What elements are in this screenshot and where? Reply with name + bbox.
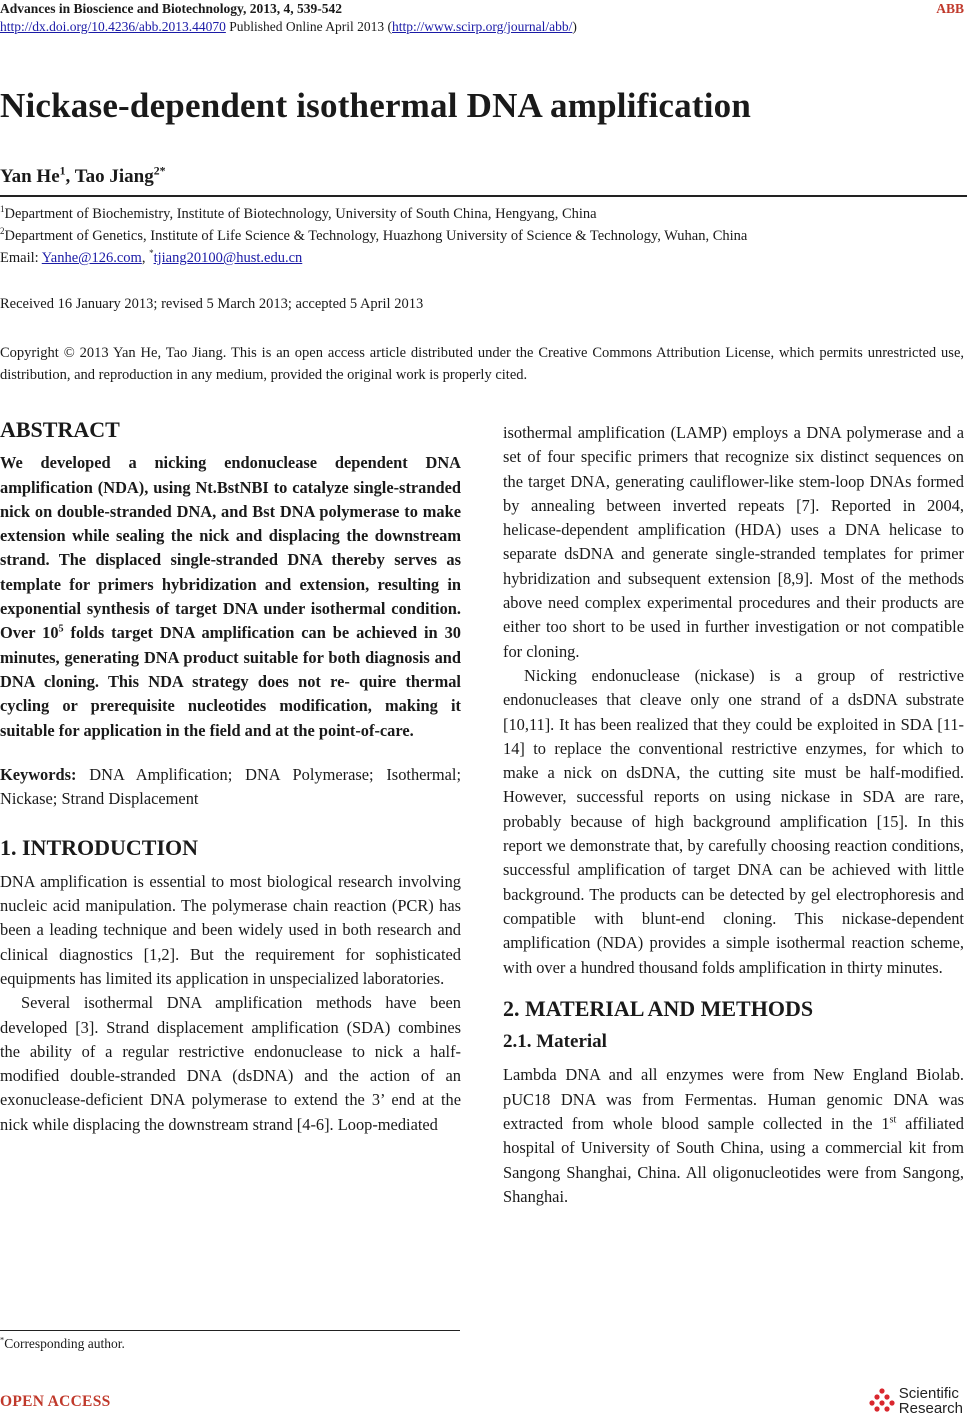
- article-title: Nickase-dependent isothermal DNA amplification: [0, 86, 751, 125]
- footnote-text: Corresponding author.: [4, 1336, 125, 1351]
- paragraph: isothermal amplification (LAMP) employs a DNA polymerase and a set of four specific primers that recognize six distinct sequences on the target DNA, generating cauliflower-like stem-loop DNAs formed by annealing between inverted repeats [7]. Reported in 2004, helicase-dependent amplification (HDA) uses a DNA helicase to separate dsDNA and generate single-stranded templates for primer hybridization and subsequent extension [8,9]. Most of the methods above need complex experimental procedures and their products are either too short to be used in further investigation or not compatible for cloning.: [503, 423, 964, 661]
- subsection-heading: 2.1. Material: [503, 1031, 607, 1053]
- affiliation-text: Department of Genetics, Institute of Life Science & Technology, Huazhong University of Science & Technology, Wuhan, China: [4, 228, 748, 244]
- email-separator: ,: [141, 250, 150, 266]
- journal-url-link[interactable]: http://www.scirp.org/journal/abb/: [392, 19, 573, 34]
- ordinal-suffix: st: [889, 1114, 897, 1126]
- author-name: Yan He: [0, 166, 60, 187]
- abstract-text-part: folds target DNA amplification can be achieved in 30 minutes, generating DNA product suitable for both diagnosis and DNA cloning. This NDA strategy does not re- quire thermal cycling or prerequisite nucleotides modification, making it suitable for application in the field and at the point-of-care.: [0, 623, 461, 740]
- email-link[interactable]: Yanhe@126.com: [41, 250, 142, 266]
- keywords: [0, 763, 461, 812]
- right-column: [503, 421, 964, 1209]
- copyright-notice: Copyright © 2013 Yan He, Tao Jiang. This is an open access article distributed under the Creative Commons Attribution License, which permits unrestricted use, distribution, and reproduction in any medium, provided the original work is properly cited.: [0, 345, 964, 383]
- email-line: [0, 247, 964, 269]
- email-label: Email:: [0, 250, 42, 266]
- open-access-label: OPEN ACCESS: [0, 1393, 111, 1410]
- affiliation: [0, 225, 964, 247]
- publication-line: [0, 18, 964, 36]
- keywords-label: Keywords:: [0, 764, 77, 784]
- left-column: [0, 418, 461, 1137]
- doi-link[interactable]: http://dx.doi.org/10.4236/abb.2013.44070: [0, 19, 226, 34]
- paragraph: DNA amplification is essential to most biological research involving nucleic acid manipulation. The polymerase chain reaction (PCR) has been a leading technique and been widely used in both research and clinical diagnostics [1,2]. But the requirement for sophisticated equipments has limited its application in unspecialized laboratories.: [0, 871, 461, 988]
- logo-text-line: Scientific: [898, 1385, 959, 1402]
- paragraph-part: Lambda DNA and all enzymes were from New England Biolab. pUC18 DNA was from Fermentas. Human genomic DNA was extracted from whole blood sample collected in the 1: [503, 1065, 964, 1134]
- section-heading: 2. MATERIAL AND METHODS: [503, 995, 814, 1021]
- affiliation-marker: 2: [0, 226, 5, 237]
- corresponding-marker: *: [149, 248, 154, 259]
- email-link[interactable]: tjiang20100@hust.edu.cn: [153, 250, 303, 266]
- running-header: [0, 0, 964, 36]
- footnote-marker: *: [0, 1335, 5, 1345]
- logo-text: [899, 1386, 963, 1416]
- affiliation: [0, 203, 964, 225]
- footnote: [0, 1336, 125, 1352]
- published-online-text: Published Online April 2013 (: [225, 19, 392, 34]
- keywords-text: DNA Amplification; DNA Polymerase; Isothermal; Nickase; Strand Displacement: [0, 764, 461, 809]
- publisher-logo: [869, 1386, 963, 1416]
- author-separator: ,: [65, 166, 75, 187]
- title-divider: [0, 195, 967, 197]
- section-heading: 1. INTRODUCTION: [0, 835, 199, 861]
- abstract-text-part: We developed a nicking endonuclease dependent DNA amplification (NDA), using Nt.BstNBI to catalyze single-stranded nick on double-stranded DNA, and Bst DNA polymerase to make extension while sealing the nick and displacing the downstream strand. The displaced single-stranded DNA thereby serves as template for primers hybridization and extension, resulting in exponential synthesis of target DNA under isothermal condition. Over 10: [0, 453, 461, 643]
- author-affiliation-marker: 1: [59, 164, 66, 178]
- scientific-research-logo-icon: [869, 1388, 895, 1414]
- journal-abbreviation: ABB: [936, 1, 964, 16]
- exponent: 5: [58, 623, 64, 635]
- received-dates: Received 16 January 2013; revised 5 March 2013; accepted 5 April 2013: [0, 296, 424, 312]
- paragraph: Nicking endonuclease (nickase) is a group of restrictive endonucleases that cleave only one strand of a dsDNA substrate [10,11]. It has been realized that they could be exploited in SDA [11-14] to replace the conventional restrictive enzymes, for which to make a nick on dsDNA, the cutting site must be half-modified. However, successful reports on using nickase in SDA are rare, probably because of high background amplification [15]. In this report we demonstrate that, by carefully choosing reaction conditions, successful amplification of target DNA can be achieved with little background. The products can be detected by gel electrophoresis and compatible with blunt-end cloning. This nickase-dependent amplification (NDA) provides a simple isothermal reaction scheme, with over a hundred thousand folds amplification in thirty minutes.: [503, 665, 964, 977]
- journal-citation: Advances in Bioscience and Biotechnology, 2013, 4, 539-542: [0, 1, 343, 16]
- author-name: Tao Jiang: [74, 166, 154, 187]
- affiliation-marker: 1: [0, 204, 5, 215]
- paragraph-part: affiliated hospital of University of South China, using a commercial kit from Sangong Shanghai, China. All oligonucleotides were from Sangong, Shanghai.: [503, 1114, 964, 1206]
- logo-text-line: Research: [898, 1400, 963, 1417]
- affiliation-text: Department of Biochemistry, Institute of Biotechnology, University of South China, Hengyang, China: [4, 206, 597, 222]
- paragraph: [503, 1063, 964, 1209]
- footnote-divider: [0, 1330, 460, 1331]
- author-list: [0, 166, 166, 188]
- author-affiliation-marker: 2*: [153, 164, 166, 178]
- paragraph: Several isothermal DNA amplification methods have been developed [3]. Strand displacement amplification (SDA) combines the ability of a regular restrictive endonuclease to nick a half-modified double-stranded DNA (dsDNA) and the action of an exonuclease-deficient DNA polymerase to extend the 3’ end at the nick while displacing the downstream strand [4-6]. Loop-mediated: [0, 993, 461, 1134]
- closing-paren: ): [572, 19, 577, 34]
- abstract-text: [0, 451, 461, 743]
- abstract-heading: ABSTRACT: [0, 417, 120, 442]
